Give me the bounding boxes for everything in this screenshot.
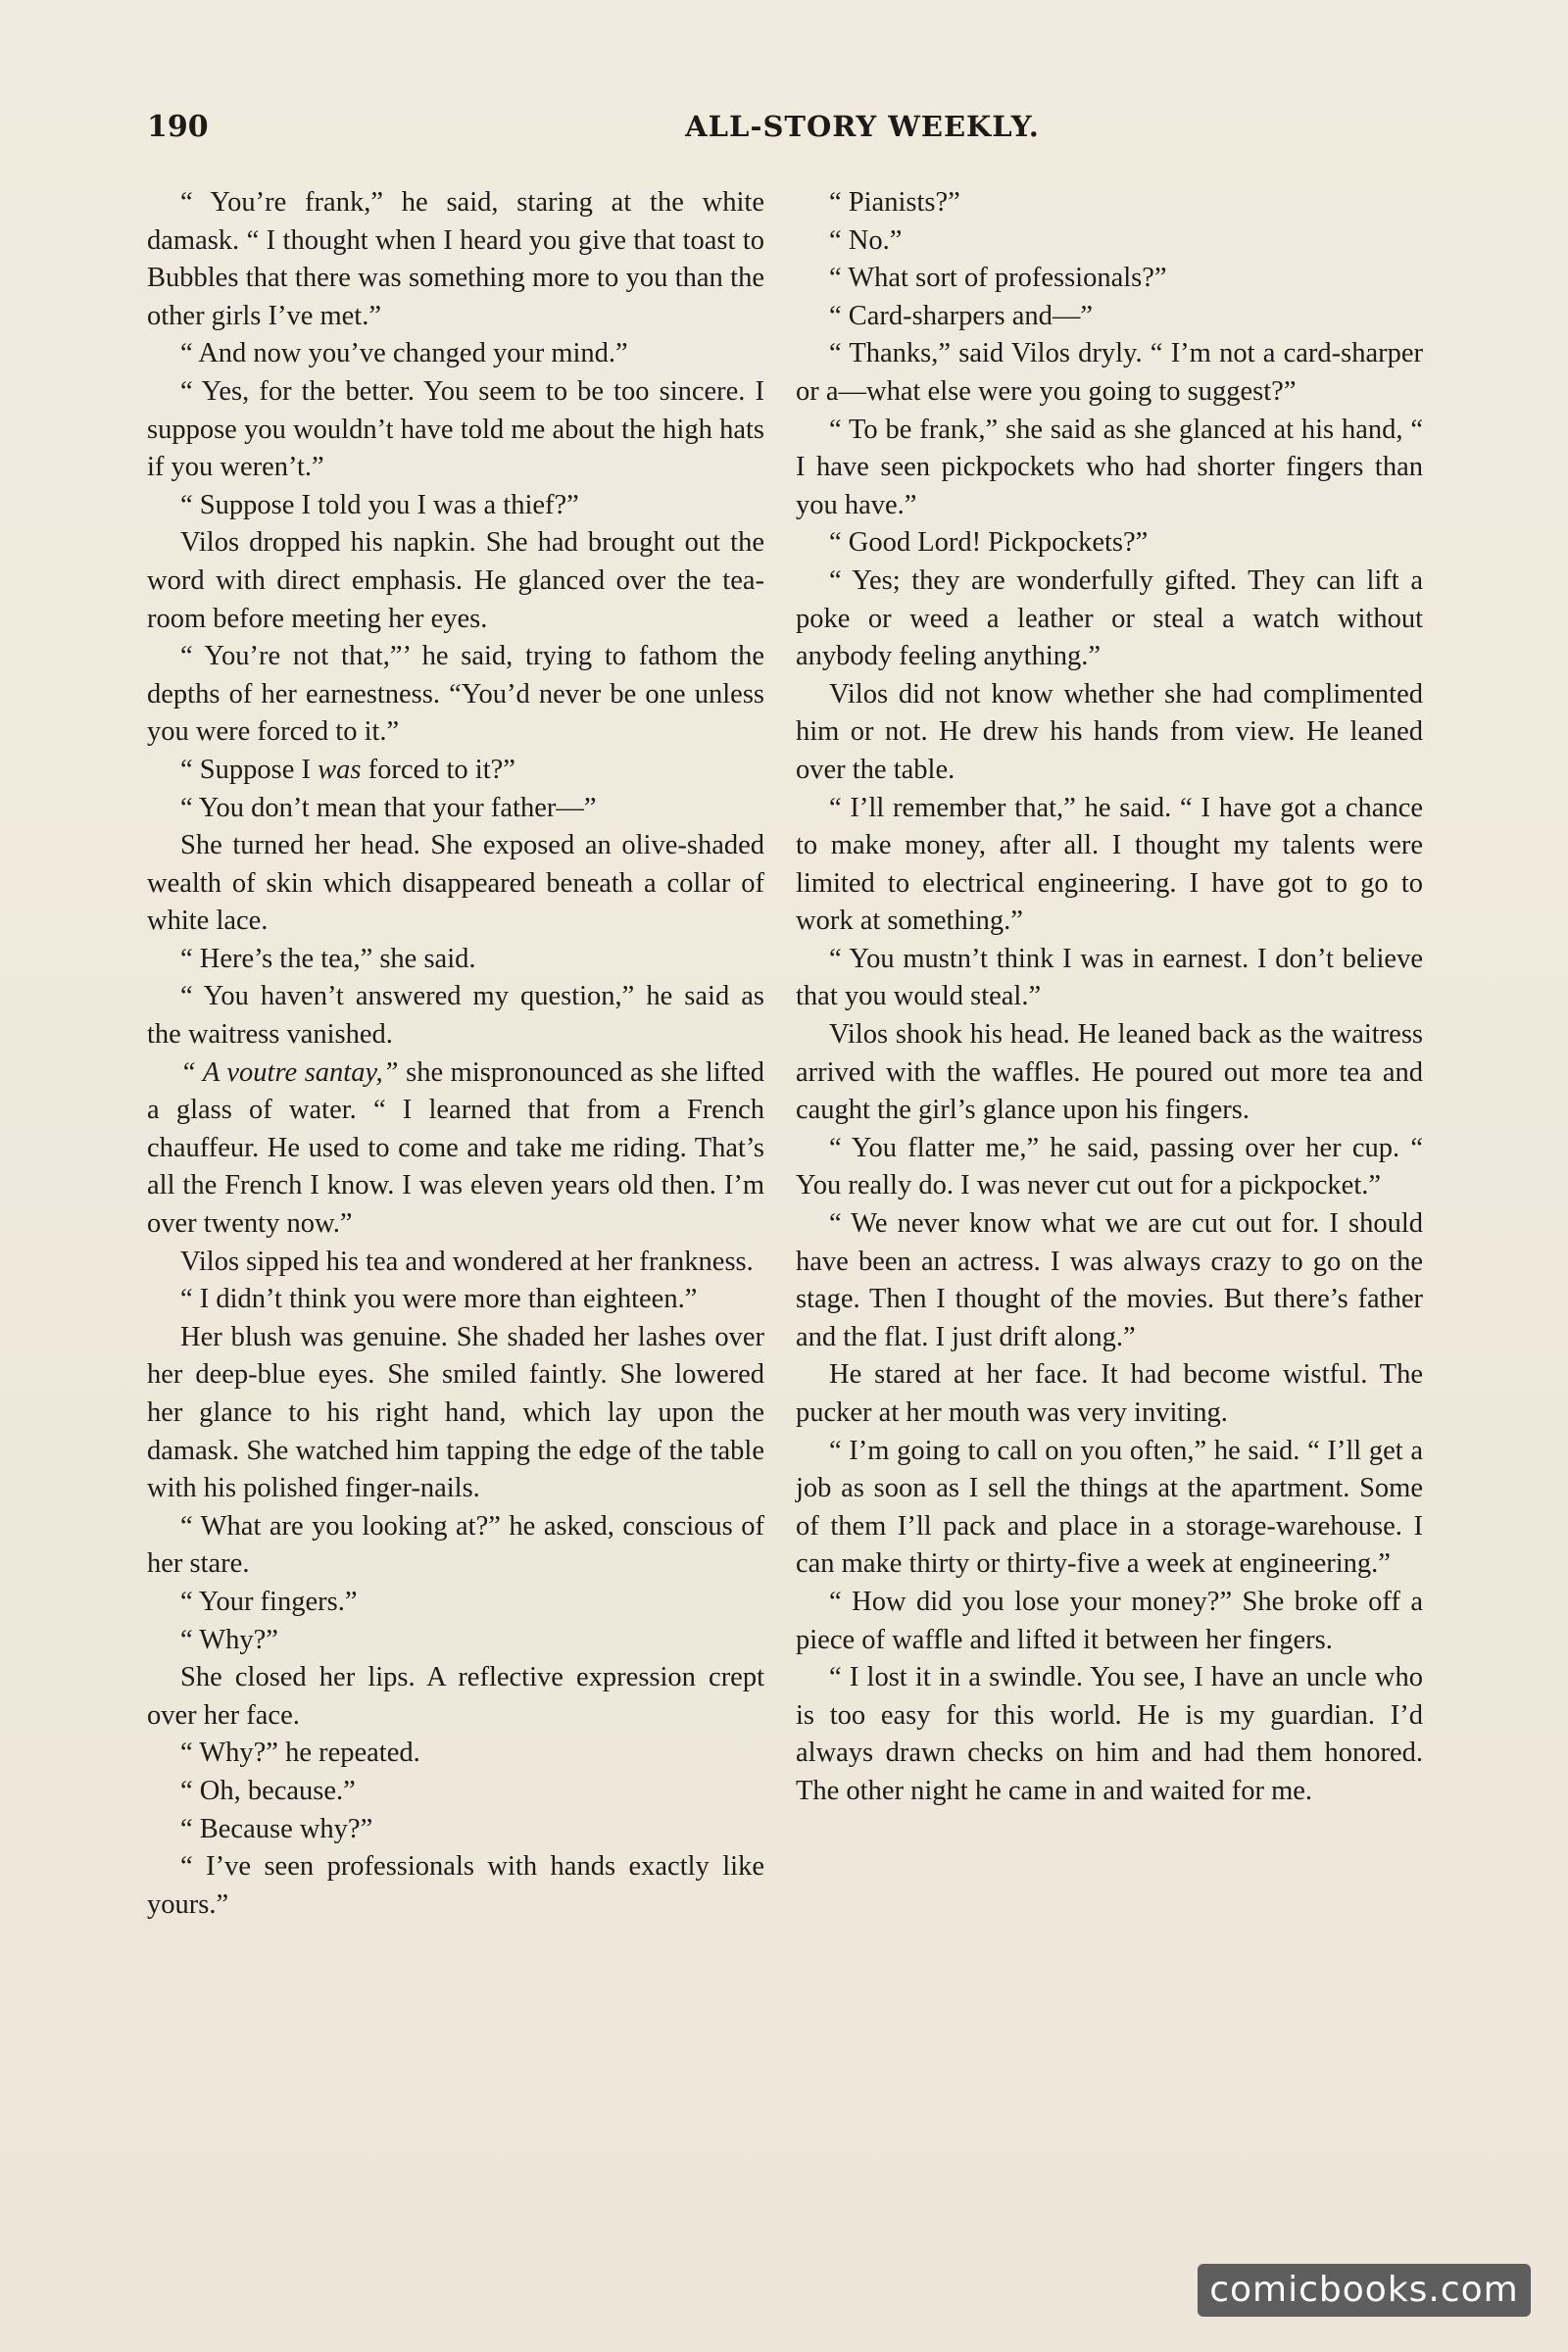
paragraph: He stared at her face. It had become wistful. The pucker at her mouth was very inviting. — [796, 1359, 1423, 1428]
text-run: forced to it?” — [361, 754, 515, 785]
paragraph: “ Yes, for the better. You seem to be too sincere. I suppose you wouldn’t have told me about the high hats if you weren’t.” — [147, 375, 764, 483]
paragraph: Vilos shook his head. He leaned back as the waitress arrived with the waffles. He poured out more tea and caught the girl’s glance upon his fingers. — [796, 1019, 1423, 1126]
paragraph: “ You flatter me,” he said, passing over her cup. “ You really do. I was never cut out for a pickpocket.” — [796, 1132, 1423, 1201]
paragraph: “ I’ll remember that,” he said. “ I have got a chance to make money, after all. I thought my talents were limited to electrical engineering. I have got to go to work at something.” — [796, 792, 1423, 937]
paragraph: “ Pianists?” — [829, 187, 960, 218]
paragraph — [147, 752, 764, 790]
paragraph: “ We never know what we are cut out for. I should have been an actress. I was always crazy to go on the stage. Then I thought of the movies. But there’s father and the flat. I just drift along.” — [796, 1208, 1423, 1352]
paragraph: “ To be frank,” she said as she glanced at his hand, “ I have seen pickpockets who had shorter fingers than you have.” — [796, 414, 1423, 520]
paragraph: “ You haven’t answered my question,” he said as the waitress vanished. — [147, 981, 764, 1051]
paragraph: “ What sort of professionals?” — [829, 263, 1167, 294]
paragraph: “ Suppose I told you I was a thief?” — [180, 489, 579, 520]
paragraph: “ Why?” he repeated. — [180, 1738, 420, 1769]
paragraph: “ No.” — [829, 224, 903, 256]
paragraph: “ How did you lose your money?” She broke off a piece of waffle and lifted it between her fingers. — [796, 1586, 1423, 1655]
text-run: “ Suppose I — [180, 754, 318, 785]
paragraph: “ You’re frank,” he said, staring at the white damask. “ I thought when I heard you give that toast to Bubbles that there was something more to you than the other girls I’ve met.” — [147, 187, 764, 331]
paragraph: “ You mustn’t think I was in earnest. I don’t believe that you would steal.” — [796, 943, 1423, 1012]
page-header — [147, 110, 1421, 159]
paragraph: “ And now you’ve changed your mind.” — [180, 338, 628, 369]
paragraph: “ I’m going to call on you often,” he said. “ I’ll get a job as soon as I sell the things at the apartment. Some of them I’ll pack and place in a storage-warehouse. I can make thirty or thirty-five a week at engineering.” — [796, 1435, 1423, 1580]
paragraph: “ Here’s the tea,” she said. — [180, 943, 476, 974]
paragraph: “ Why?” — [180, 1624, 278, 1655]
paragraph: “ Oh, because.” — [180, 1775, 356, 1806]
paragraph: “ You don’t mean that your father—” — [180, 792, 597, 823]
left-column — [147, 184, 764, 1924]
running-title: ALL-STORY WEEKLY. — [685, 110, 1040, 143]
paragraph: “ Your fingers.” — [180, 1586, 358, 1617]
paragraph: “ Because why?” — [180, 1813, 373, 1844]
paragraph: “ I didn’t think you were more than eighteen.” — [180, 1284, 698, 1315]
paragraph: Vilos sipped his tea and wondered at her frankness. — [180, 1246, 754, 1277]
paragraph: Vilos dropped his napkin. She had brought out the word with direct emphasis. He glanced over the tea-room before meeting her eyes. — [147, 527, 764, 634]
watermark: comicbooks.com — [1198, 2264, 1531, 2317]
paragraph: She closed her lips. A reflective expression crept over her face. — [147, 1662, 764, 1731]
page-number: 190 — [147, 110, 209, 144]
paragraph: Her blush was genuine. She shaded her lashes over her deep-blue eyes. She smiled faintly. She lowered her glance to his right hand, which lay upon the damask. She watched him tapping the edge of the table with his polished finger-nails. — [147, 1321, 764, 1504]
paragraph: “ Yes; they are wonderfully gifted. They can lift a poke or weed a leather or steal a watch without anybody feeling anything.” — [796, 564, 1423, 672]
paragraph: “ What are you looking at?” he asked, conscious of her stare. — [147, 1510, 764, 1580]
right-column — [796, 184, 1423, 1811]
paragraph — [147, 1054, 764, 1244]
paragraph: “ Good Lord! Pickpockets?” — [829, 527, 1149, 559]
paragraph: She turned her head. She exposed an olive-shaded wealth of skin which disappeared beneath a collar of white lace. — [147, 830, 764, 937]
paragraph: “ Thanks,” said Vilos dryly. “ I’m not a card-sharper or a—what else were you going to suggest?” — [796, 338, 1423, 407]
emphasis-text: was — [318, 754, 362, 785]
paragraph: “ You’re not that,”’ he said, trying to fathom the depths of her earnestness. “You’d never be one unless you were forced to it.” — [147, 641, 764, 748]
emphasis-text: “ A voutre santay,” — [180, 1056, 399, 1088]
paragraph: “ I lost it in a swindle. You see, I have an uncle who is too easy for this world. He is my guardian. I’d always drawn checks on him and had them honored. The other night he came in and waited for me. — [796, 1662, 1423, 1806]
paragraph: Vilos did not know whether she had complimented him or not. He drew his hands from view. He leaned over the table. — [796, 678, 1423, 785]
paragraph: “ Card-sharpers and—” — [829, 300, 1094, 331]
paragraph: “ I’ve seen professionals with hands exactly like yours.” — [147, 1851, 764, 1920]
text-run: she mispronounced as she lifted a glass of water. “ I learned that from a French chauffeur. He used to come and take me riding. That’s all the French I know. I was eleven years old then. I’m over twenty now.” — [147, 1056, 764, 1240]
